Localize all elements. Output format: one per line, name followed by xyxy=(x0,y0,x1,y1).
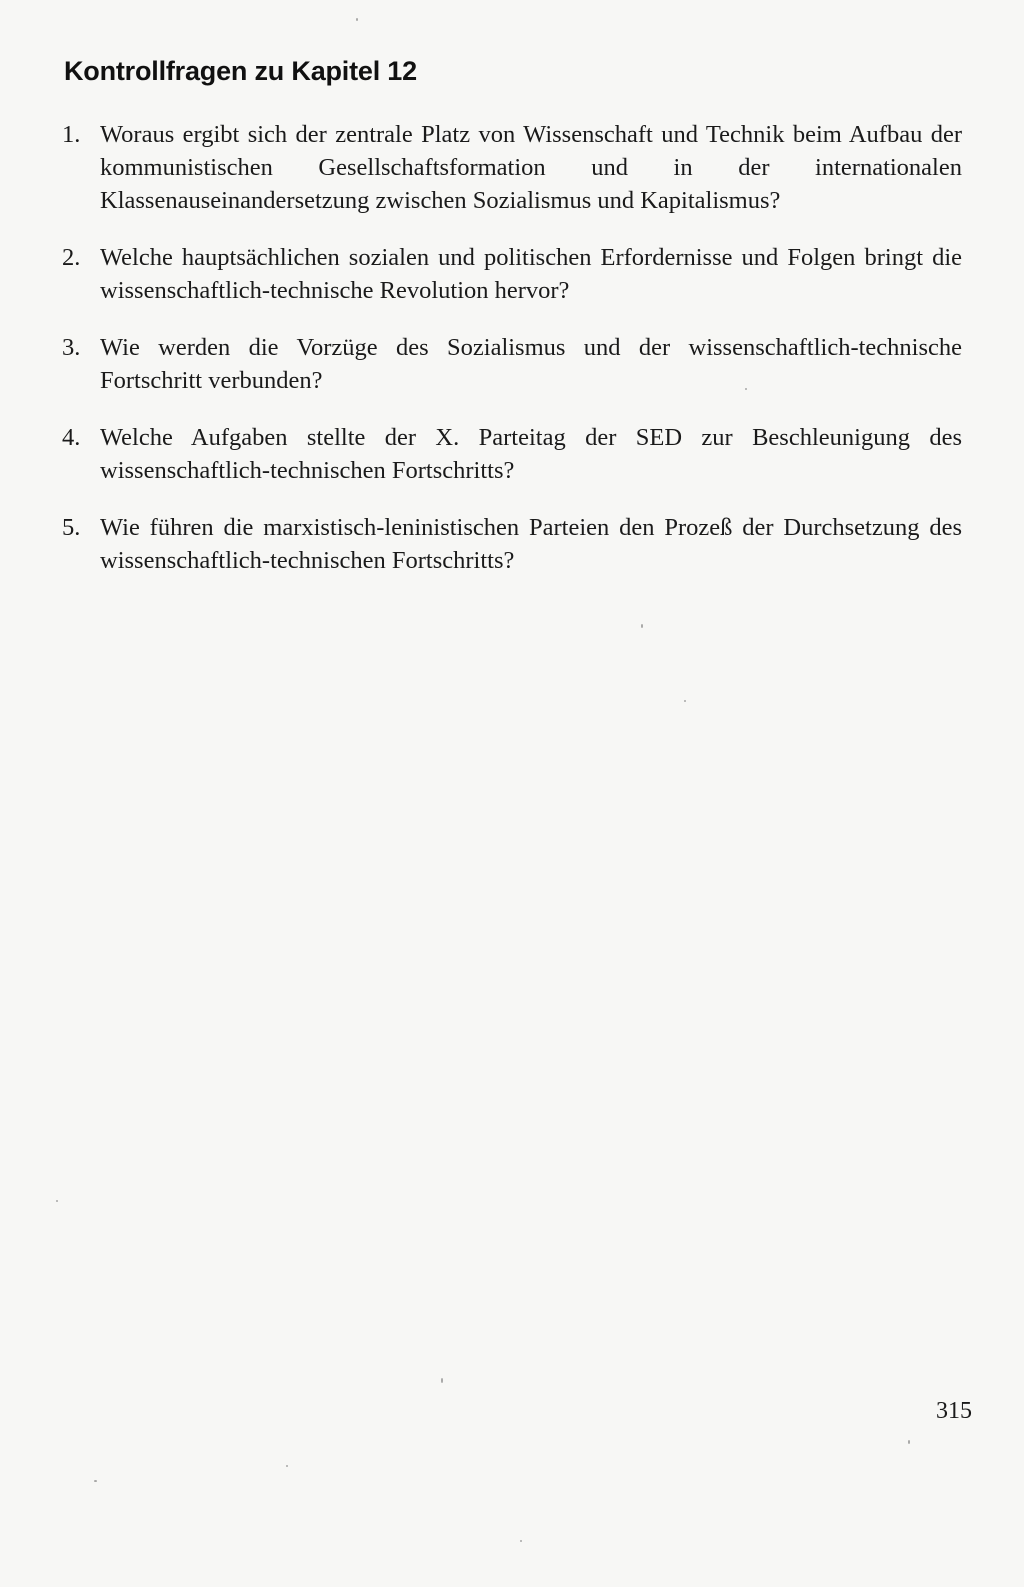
question-text: Wie werden die Vorzüge des Sozialismus und der wissenschaftlich-technische Fortschritt verbunden? xyxy=(100,334,962,394)
scan-speck xyxy=(94,1480,97,1482)
question-text: Welche Aufgaben stellte der X. Parteitag der SED zur Beschleunigung des wissenschaftlich-technischen Fortschritts? xyxy=(100,424,962,484)
scan-speck xyxy=(684,700,686,702)
question-item-5 xyxy=(62,511,962,577)
question-text: Wie führen die marxistisch-leninistischen Parteien den Prozeß der Durchsetzung des wissenschaftlich-technischen Fortschritts? xyxy=(100,514,962,574)
question-item-2 xyxy=(62,241,962,307)
scan-speck xyxy=(641,624,643,628)
question-list xyxy=(62,118,962,601)
question-number: 3. xyxy=(62,334,81,361)
page-number: 315 xyxy=(936,1398,972,1424)
question-text: Woraus ergibt sich der zentrale Platz von Wissenschaft und Technik beim Aufbau der kommunistischen Gesellschaftsformation und in der internationalen Klassenauseinandersetzung zwischen Sozialismus und Kapitalismus? xyxy=(100,121,962,214)
scan-speck xyxy=(286,1465,288,1467)
scan-speck xyxy=(441,1378,443,1383)
scan-speck xyxy=(56,1200,58,1202)
question-item-4 xyxy=(62,421,962,487)
scan-speck xyxy=(356,18,358,21)
question-number: 2. xyxy=(62,244,81,271)
question-item-1 xyxy=(62,118,962,217)
scan-speck xyxy=(908,1440,910,1444)
scan-speck xyxy=(520,1540,522,1542)
question-text: Welche hauptsächlichen sozialen und politischen Erfordernisse und Folgen bringt die wissenschaftlich-technische Revolution hervor? xyxy=(100,244,962,304)
scan-speck xyxy=(745,388,747,390)
question-item-3 xyxy=(62,331,962,397)
chapter-questions-heading: Kontrollfragen zu Kapitel 12 xyxy=(64,56,417,86)
question-number: 5. xyxy=(62,514,81,541)
question-number: 4. xyxy=(62,424,81,451)
question-number: 1. xyxy=(62,121,81,148)
